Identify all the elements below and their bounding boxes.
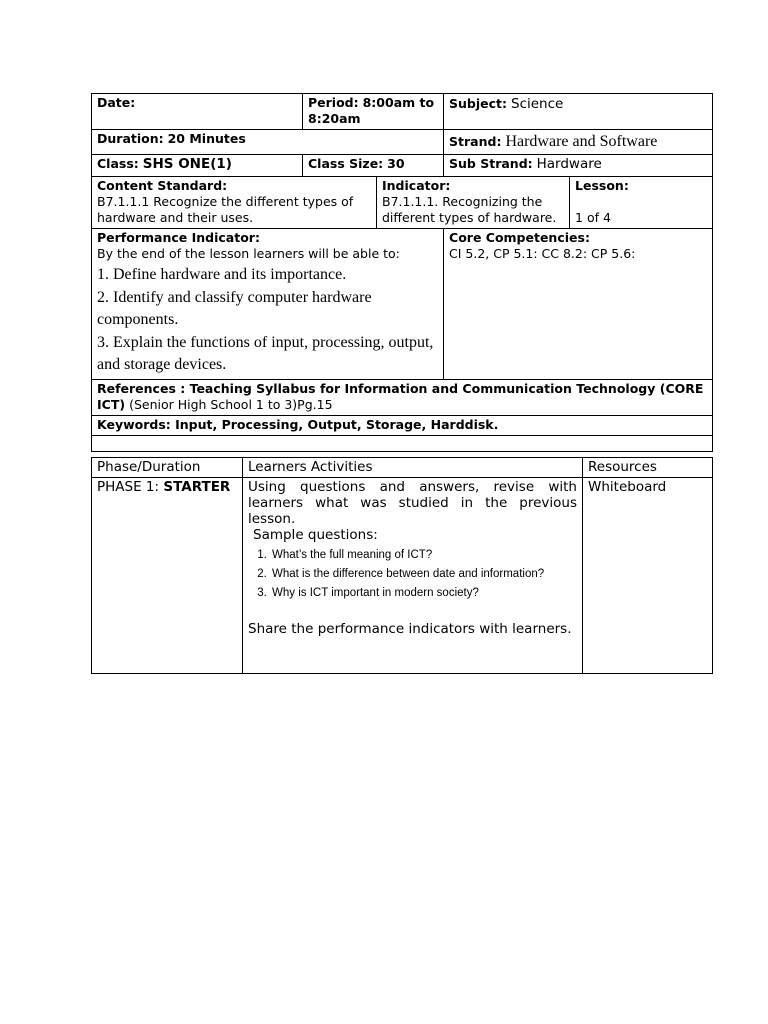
references-value: (Senior High School 1 to 3)Pg.15 [129,396,333,412]
content-standard-value: B7.1.1.1 Recognize the different types of hardware and their uses. [97,194,354,225]
row-date-period-subject [92,94,713,130]
sample-question-item: 1. What’s the full meaning of ICT? [270,546,577,565]
lesson-label: Lesson: [575,178,629,193]
phase-header-row [92,457,713,477]
phase-1-name: STARTER [163,478,231,495]
phase-header-resources: Resources [583,457,713,477]
row-duration-strand [92,130,713,155]
core-competencies-label: Core Competencies: [449,230,590,245]
sub-strand-value: Hardware [536,156,602,172]
performance-item: 1. Define hardware and its importance. [97,266,347,283]
sample-question-item: 3. Why is ICT important in modern society? [270,584,577,603]
row-references [92,379,713,415]
strand-value: Hardware and Software [505,133,658,150]
class-value: SHS ONE(1) [142,156,232,172]
indicator-label: Indicator: [382,178,451,193]
lesson-plan-sheet [91,93,712,674]
performance-item: 2. Identify and classify computer hardware components. [97,288,372,328]
phase-1-resource: Whiteboard [588,478,667,495]
phase-1-activity-intro: Using questions and answers, revise with learners what was studied in the previous lesson. [248,478,577,527]
phase-1-name-cell [92,477,243,673]
performance-intro: By the end of the lesson learners will be able to: [97,246,400,261]
date-cell [92,94,303,130]
references-cell [92,379,713,415]
spacer-cell [92,435,713,451]
references-label: References : Teaching Syllabus for Information and Communication Technology (CORE ICT) [97,380,704,412]
row-keywords [92,415,713,435]
phase-table [91,457,713,674]
class-label: Class: [97,156,139,171]
class-size-cell [303,155,444,177]
core-competencies-value: CI 5.2, CP 5.1: CC 8.2: CP 5.6: [449,246,636,261]
period-cell [303,94,444,130]
phase-header-duration: Phase/Duration [92,457,243,477]
keywords-text: Keywords: Input, Processing, Output, Storage, Harddisk. [97,416,499,432]
subject-label: Subject: [449,96,508,111]
performance-item: 3. Explain the functions of input, processing, output, and storage devices. [97,333,434,373]
content-standard-label: Content Standard: [97,178,228,193]
sample-question-item: 2. What is the difference between date and information? [270,565,577,584]
sub-strand-cell [444,155,713,177]
row-standard-indicator-lesson [92,177,713,229]
strand-label: Strand: [449,134,502,149]
phase-1-closing: Share the performance indicators with learners. [248,620,572,637]
strand-cell [444,130,713,155]
class-size-value: 30 [387,156,405,171]
sample-questions-list [248,546,577,603]
phase-1-row [92,477,713,673]
period-value: 8:00am to 8:20am [308,95,435,126]
duration-label: Duration: [97,131,164,146]
row-spacer [92,435,713,451]
class-size-label: Class Size: [308,156,384,171]
class-cell [92,155,303,177]
content-standard-cell [92,177,377,229]
lesson-cell [570,177,713,229]
performance-list [97,264,438,377]
duration-cell [92,130,444,155]
keywords-cell [92,415,713,435]
core-competencies-cell [444,229,713,380]
sample-questions-label: Sample questions: [253,526,378,543]
period-label: Period: [308,95,359,110]
performance-label: Performance Indicator: [97,230,260,245]
duration-value: 20 Minutes [167,131,246,146]
phase-1-resources-cell [583,477,713,673]
sub-strand-label: Sub Strand: [449,156,533,171]
subject-cell [444,94,713,130]
lesson-info-table [91,93,713,452]
row-performance-competencies [92,229,713,380]
performance-cell [92,229,444,380]
indicator-value: B7.1.1.1. Recognizing the different types of hardware. [382,194,557,225]
row-class-size-substrand [92,155,713,177]
phase-1-activities-cell [243,477,583,673]
subject-value: Science [511,96,564,112]
lesson-value: 1 of 4 [575,210,611,225]
indicator-cell [377,177,570,229]
date-label: Date: [97,95,136,110]
phase-header-activities: Learners Activities [243,457,583,477]
phase-1-prefix: PHASE 1: [97,478,160,495]
